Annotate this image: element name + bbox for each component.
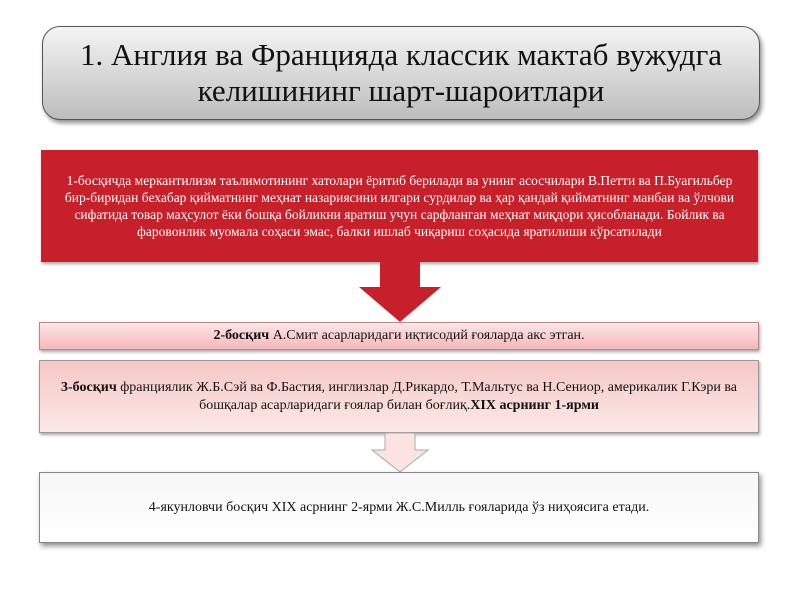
down-arrow-icon	[370, 432, 430, 474]
step-1-box	[41, 150, 758, 262]
step-3-box	[39, 360, 759, 433]
page-title: 1. Англия ва Францияда классик мактаб вужудга келишининг шарт-шароитлари	[79, 37, 723, 108]
step-3-label: 3-босқич	[61, 379, 117, 395]
step-2-label: 2-босқич	[213, 328, 270, 343]
down-arrow-icon	[357, 261, 443, 323]
step-3-body: франциялик Ж.Б.Сэй ва Ф.Бастия, инглизлар Д.Рикардо, Т.Мальтус ва Н.Сениор, америкалик Г.Кэри ва бошқалар асарларидаги ғоялар билан боғлиқ.	[116, 379, 737, 413]
step-2-box	[39, 322, 759, 350]
step-3-period: XIX асрнинг 1-ярми	[470, 397, 599, 413]
step-3-text	[58, 379, 740, 415]
step-4-box	[39, 472, 759, 543]
step-4-text: 4-якунловчи босқич XIX асрнинг 2-ярми Ж.С.Милль ғояларида ўз ниҳоясига етади.	[148, 499, 650, 515]
step-2-body: А.Смит асарларидаги иқтисодий ғояларда акс этган.	[269, 328, 585, 343]
step-2-text	[213, 328, 584, 344]
step-1-text: 1-босқичда меркантилизм таълимотининг хатолари ёритиб берилади ва унинг асосчилари В.Петти ва П.Буагильбер бир-биридан бехабар қийматнинг меҳнат назариясини илгари сурдилар ва ҳар қандай қийматнинг манбаи ва ўлчови сифатида товар маҳсулот ёки бошқа бойликни яратиш учун сарфланган меҳнат миқдори ҳисобланади. Бойлик ва фаровонлик муомала соҳаси эмас, балки ишлаб чиқариш соҳасида яратилиши кўрсатилади	[64, 173, 735, 239]
title-box	[42, 26, 760, 120]
